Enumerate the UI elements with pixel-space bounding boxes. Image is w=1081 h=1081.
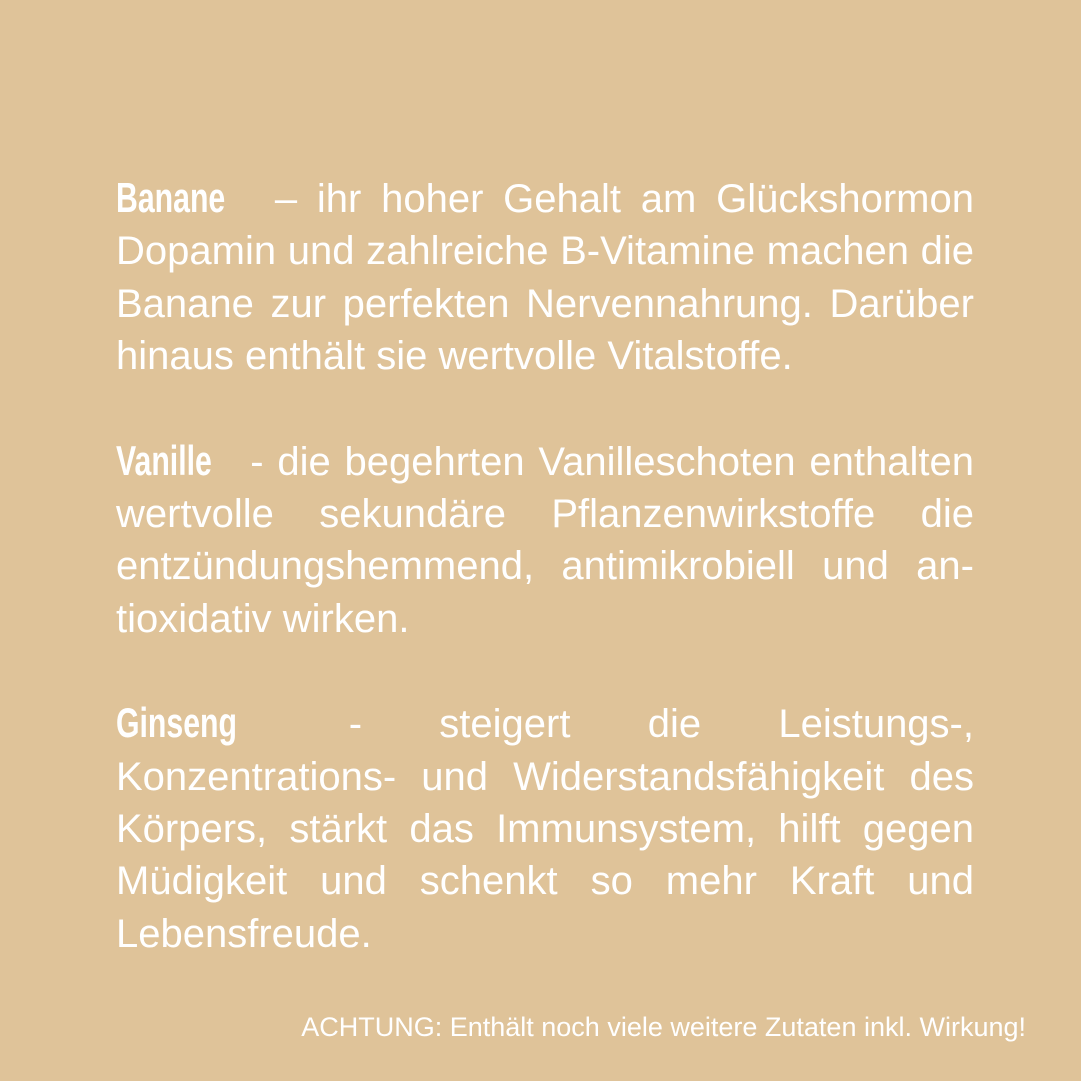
- ingredient-description-banane: – ihr hoher Gehalt am Glückshormon Dopamin und zahlreiche B-Vitamine machen die Banane zur perfekten Nervennahrung. Darüber hinaus enthält sie wertvolle Vitalstoffe.: [116, 177, 974, 379]
- ingredient-description-ginseng: - steigert die Leistungs-, Konzentrations- und Widerstandsfähigkeit des Körpers, stärkt das Immunsystem, hilft gegen Müdigkeit und schenkt so mehr Kraft und Lebensfreude.: [116, 702, 974, 956]
- ingredient-description-vanille: - die begehrten Vanilleschoten enthalten wertvolle sekundäre Pflanzenwirkstoffe die entzündungshemmend, antimikrobiell und antioxidativ wirken.: [116, 439, 974, 641]
- paragraph-vanille: [116, 435, 974, 646]
- warning-note: ACHTUNG: Enthält noch viele weitere Zutaten inkl. Wirkung!: [301, 1012, 1026, 1042]
- ingredient-name-ginseng: Ginseng: [116, 699, 237, 747]
- ingredients-text-block: [116, 172, 974, 1012]
- paragraph-banane: [116, 172, 974, 383]
- ingredient-name-vanille: Vanille: [116, 436, 212, 484]
- paragraph-ginseng: [116, 697, 974, 960]
- ingredient-name-banane: Banane: [116, 174, 226, 221]
